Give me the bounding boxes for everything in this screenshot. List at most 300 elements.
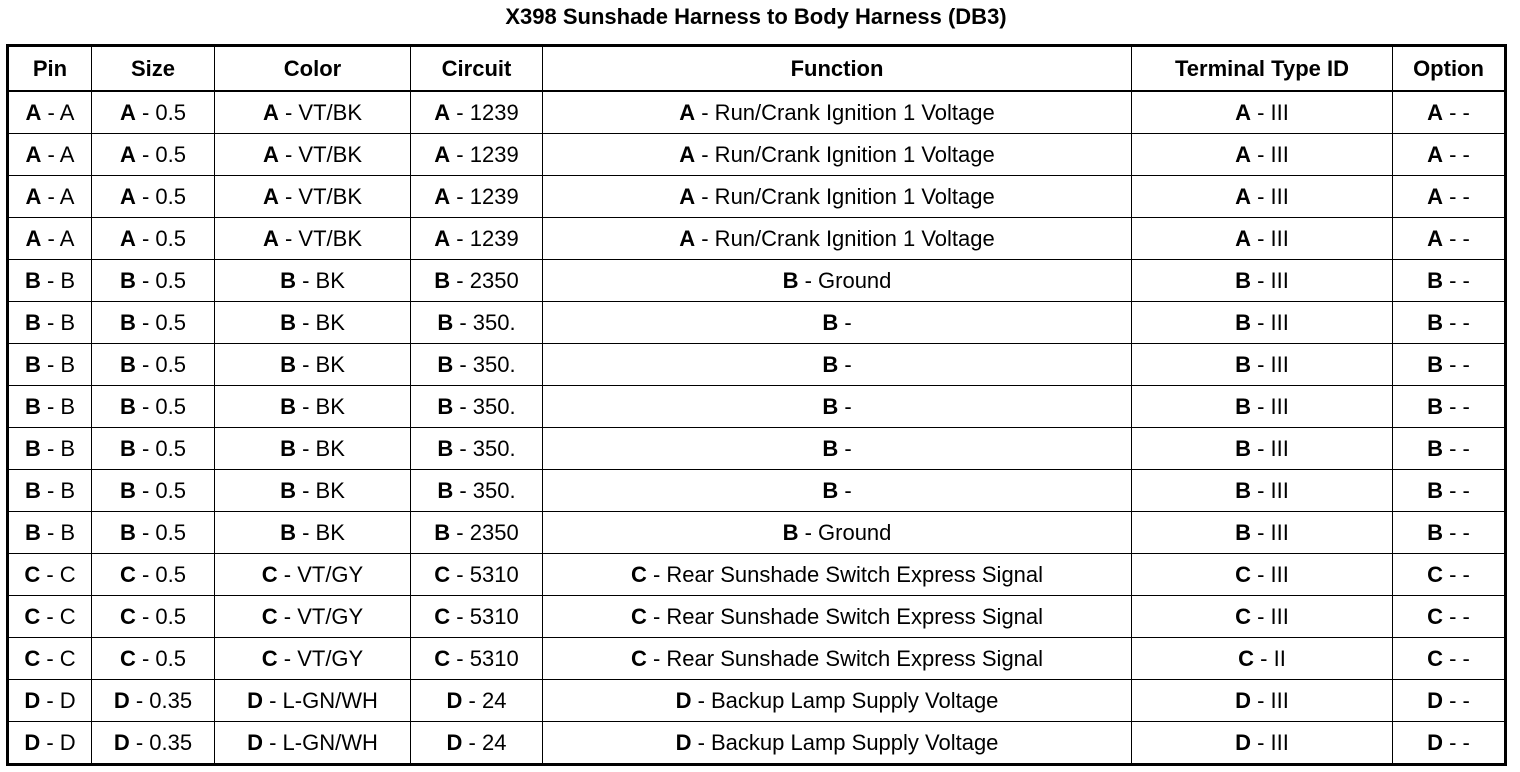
- cell-value: - 350.: [453, 477, 516, 503]
- cell-option: [1393, 680, 1506, 722]
- cell-value: - VT/GY: [277, 561, 364, 587]
- cell-letter: B: [1235, 393, 1251, 419]
- cell-letter: B: [434, 519, 451, 545]
- connector-table: [6, 44, 1507, 766]
- cell-value: - BK: [295, 435, 345, 461]
- table-row: [8, 260, 1506, 302]
- cell-value: - VT/BK: [278, 99, 362, 125]
- cell-circuit: [411, 680, 543, 722]
- cell-letter: B: [1235, 267, 1251, 293]
- cell-letter: A: [119, 141, 136, 167]
- cell-letter: C: [261, 645, 278, 671]
- table-row: [8, 512, 1506, 554]
- cell-letter: A: [434, 141, 451, 167]
- cell-value: - -: [1443, 351, 1470, 377]
- cell-letter: A: [262, 183, 279, 209]
- header-row: [8, 46, 1506, 92]
- cell-color: [215, 512, 411, 554]
- cell-function: [543, 596, 1132, 638]
- cell-letter: A: [1235, 225, 1251, 251]
- cell-color: [215, 722, 411, 765]
- cell-value: -: [838, 477, 852, 503]
- cell-color: [215, 386, 411, 428]
- cell-letter: B: [1427, 435, 1443, 461]
- cell-value: - VT/BK: [278, 141, 362, 167]
- cell-value: - 0.5: [135, 309, 187, 335]
- cell-circuit: [411, 722, 543, 765]
- cell-value: - Run/Crank Ignition 1 Voltage: [695, 99, 995, 125]
- table-row: [8, 218, 1506, 260]
- cell-value: - VT/GY: [277, 645, 364, 671]
- cell-letter: A: [262, 141, 279, 167]
- table-row: [8, 134, 1506, 176]
- cell-circuit: [411, 428, 543, 470]
- cell-letter: C: [261, 603, 278, 629]
- cell-function: [543, 134, 1132, 176]
- cell-terminal-type-id: [1132, 470, 1393, 512]
- cell-value: - -: [1443, 183, 1470, 209]
- column-header-option: Option: [1393, 46, 1506, 92]
- cell-option: [1393, 470, 1506, 512]
- cell-value: - B: [40, 519, 76, 545]
- cell-function: [543, 260, 1132, 302]
- cell-pin: [8, 554, 92, 596]
- cell-circuit: [411, 91, 543, 134]
- cell-letter: B: [437, 435, 454, 461]
- cell-letter: D: [1427, 687, 1443, 713]
- cell-letter: C: [24, 603, 41, 629]
- cell-value: - B: [40, 477, 76, 503]
- cell-letter: C: [1235, 603, 1251, 629]
- cell-letter: A: [119, 99, 136, 125]
- cell-value: - III: [1251, 729, 1289, 755]
- cell-letter: A: [679, 183, 696, 209]
- cell-value: - 0.5: [135, 603, 187, 629]
- cell-function: [543, 722, 1132, 765]
- column-header-function: Function: [543, 46, 1132, 92]
- cell-value: - L-GN/WH: [263, 729, 378, 755]
- cell-value: - BK: [295, 267, 345, 293]
- cell-value: - III: [1251, 477, 1289, 503]
- cell-circuit: [411, 386, 543, 428]
- cell-value: - II: [1254, 645, 1286, 671]
- cell-pin: [8, 260, 92, 302]
- cell-value: - A: [41, 141, 75, 167]
- cell-letter: B: [1427, 267, 1443, 293]
- cell-value: - Backup Lamp Supply Voltage: [691, 729, 999, 755]
- cell-letter: A: [434, 99, 451, 125]
- cell-color: [215, 302, 411, 344]
- cell-letter: B: [280, 477, 296, 503]
- cell-terminal-type-id: [1132, 302, 1393, 344]
- cell-circuit: [411, 554, 543, 596]
- cell-value: - -: [1443, 225, 1470, 251]
- cell-value: - Run/Crank Ignition 1 Voltage: [695, 183, 995, 209]
- cell-value: - C: [40, 645, 76, 671]
- cell-terminal-type-id: [1132, 680, 1393, 722]
- cell-pin: [8, 386, 92, 428]
- cell-terminal-type-id: [1132, 91, 1393, 134]
- cell-option: [1393, 218, 1506, 260]
- cell-color: [215, 260, 411, 302]
- cell-letter: B: [24, 267, 41, 293]
- cell-letter: D: [247, 687, 263, 713]
- cell-value: - 0.5: [135, 435, 187, 461]
- cell-pin: [8, 638, 92, 680]
- cell-value: - -: [1443, 267, 1470, 293]
- cell-value: - C: [40, 603, 76, 629]
- cell-value: - III: [1251, 99, 1289, 125]
- cell-pin: [8, 596, 92, 638]
- table-row: [8, 596, 1506, 638]
- table-row: [8, 344, 1506, 386]
- cell-letter: D: [1235, 729, 1251, 755]
- cell-value: - -: [1443, 309, 1470, 335]
- cell-letter: B: [437, 309, 454, 335]
- cell-circuit: [411, 302, 543, 344]
- cell-value: - Run/Crank Ignition 1 Voltage: [695, 141, 995, 167]
- table-row: [8, 91, 1506, 134]
- cell-circuit: [411, 512, 543, 554]
- cell-value: - -: [1443, 519, 1470, 545]
- cell-letter: B: [280, 351, 296, 377]
- cell-letter: C: [261, 561, 278, 587]
- cell-function: [543, 344, 1132, 386]
- cell-value: - Rear Sunshade Switch Express Signal: [646, 603, 1044, 629]
- cell-circuit: [411, 638, 543, 680]
- cell-value: - 1239: [450, 141, 519, 167]
- cell-function: [543, 428, 1132, 470]
- cell-function: [543, 176, 1132, 218]
- cell-terminal-type-id: [1132, 596, 1393, 638]
- table-title: X398 Sunshade Harness to Body Harness (DB3): [505, 4, 1007, 29]
- cell-terminal-type-id: [1132, 428, 1393, 470]
- cell-terminal-type-id: [1132, 554, 1393, 596]
- column-header-terminal-type-id: Terminal Type ID: [1132, 46, 1393, 92]
- cell-circuit: [411, 176, 543, 218]
- table-row: [8, 680, 1506, 722]
- cell-function: [543, 91, 1132, 134]
- cell-color: [215, 344, 411, 386]
- cell-value: - III: [1251, 561, 1289, 587]
- cell-letter: B: [24, 477, 41, 503]
- cell-value: - 24: [462, 687, 507, 713]
- cell-value: - -: [1443, 99, 1470, 125]
- cell-pin: [8, 428, 92, 470]
- cell-letter: B: [119, 477, 136, 503]
- cell-terminal-type-id: [1132, 176, 1393, 218]
- cell-terminal-type-id: [1132, 218, 1393, 260]
- cell-size: [92, 722, 215, 765]
- cell-letter: B: [119, 519, 136, 545]
- cell-letter: C: [119, 561, 136, 587]
- cell-value: - III: [1251, 393, 1289, 419]
- cell-letter: B: [280, 519, 296, 545]
- cell-value: - 350.: [453, 393, 516, 419]
- cell-function: [543, 386, 1132, 428]
- cell-value: - D: [40, 729, 76, 755]
- cell-size: [92, 512, 215, 554]
- cell-value: - -: [1443, 477, 1470, 503]
- cell-size: [92, 428, 215, 470]
- cell-circuit: [411, 344, 543, 386]
- cell-color: [215, 554, 411, 596]
- cell-value: - Backup Lamp Supply Voltage: [691, 687, 999, 713]
- cell-pin: [8, 512, 92, 554]
- cell-letter: A: [1235, 99, 1251, 125]
- cell-letter: B: [437, 477, 454, 503]
- cell-letter: D: [113, 687, 130, 713]
- cell-letter: C: [434, 645, 451, 671]
- cell-letter: A: [262, 99, 279, 125]
- cell-size: [92, 638, 215, 680]
- cell-value: - -: [1443, 141, 1470, 167]
- cell-letter: B: [280, 435, 296, 461]
- cell-value: - 0.5: [135, 225, 187, 251]
- cell-circuit: [411, 260, 543, 302]
- cell-option: [1393, 428, 1506, 470]
- cell-value: - -: [1443, 393, 1470, 419]
- cell-pin: [8, 91, 92, 134]
- cell-circuit: [411, 596, 543, 638]
- cell-value: - 1239: [450, 183, 519, 209]
- cell-terminal-type-id: [1132, 344, 1393, 386]
- cell-value: - D: [40, 687, 76, 713]
- cell-letter: B: [1235, 309, 1251, 335]
- cell-value: -: [838, 435, 852, 461]
- cell-value: - Run/Crank Ignition 1 Voltage: [695, 225, 995, 251]
- cell-letter: C: [630, 561, 647, 587]
- cell-pin: [8, 176, 92, 218]
- table-row: [8, 428, 1506, 470]
- cell-letter: A: [119, 225, 136, 251]
- cell-letter: D: [675, 687, 692, 713]
- cell-value: - 350.: [453, 435, 516, 461]
- cell-value: - 0.5: [135, 99, 187, 125]
- cell-letter: B: [1427, 309, 1443, 335]
- cell-size: [92, 470, 215, 512]
- cell-letter: B: [119, 351, 136, 377]
- cell-letter: B: [119, 393, 136, 419]
- cell-option: [1393, 722, 1506, 765]
- column-header-color: Color: [215, 46, 411, 92]
- cell-pin: [8, 680, 92, 722]
- cell-option: [1393, 344, 1506, 386]
- cell-letter: C: [434, 603, 451, 629]
- cell-value: - 24: [462, 729, 507, 755]
- cell-letter: C: [24, 645, 41, 671]
- cell-letter: B: [24, 309, 41, 335]
- cell-letter: B: [822, 309, 839, 335]
- cell-size: [92, 91, 215, 134]
- cell-value: - 0.5: [135, 477, 187, 503]
- cell-letter: B: [1235, 351, 1251, 377]
- cell-letter: B: [119, 435, 136, 461]
- table-row: [8, 176, 1506, 218]
- cell-terminal-type-id: [1132, 386, 1393, 428]
- cell-letter: D: [113, 729, 130, 755]
- cell-letter: A: [1427, 225, 1443, 251]
- cell-letter: B: [822, 435, 839, 461]
- cell-value: - -: [1443, 435, 1470, 461]
- cell-value: - 0.5: [135, 561, 187, 587]
- cell-function: [543, 638, 1132, 680]
- cell-size: [92, 554, 215, 596]
- cell-value: - III: [1251, 141, 1289, 167]
- table-row: [8, 638, 1506, 680]
- cell-function: [543, 218, 1132, 260]
- table-row: [8, 470, 1506, 512]
- cell-letter: A: [679, 225, 696, 251]
- cell-value: - BK: [295, 519, 345, 545]
- cell-letter: A: [434, 225, 451, 251]
- cell-letter: C: [24, 561, 41, 587]
- cell-letter: A: [119, 183, 136, 209]
- cell-letter: B: [24, 435, 41, 461]
- column-header-circuit: Circuit: [411, 46, 543, 92]
- cell-option: [1393, 596, 1506, 638]
- cell-pin: [8, 722, 92, 765]
- cell-value: - VT/BK: [278, 183, 362, 209]
- cell-value: - 0.5: [135, 351, 187, 377]
- cell-value: - III: [1251, 687, 1289, 713]
- cell-circuit: [411, 134, 543, 176]
- cell-function: [543, 554, 1132, 596]
- cell-option: [1393, 386, 1506, 428]
- cell-letter: C: [630, 645, 647, 671]
- cell-letter: B: [822, 477, 839, 503]
- table-body: [8, 91, 1506, 765]
- cell-option: [1393, 176, 1506, 218]
- cell-letter: B: [280, 267, 296, 293]
- cell-value: - 5310: [450, 603, 519, 629]
- cell-value: - III: [1251, 225, 1289, 251]
- cell-letter: C: [1427, 561, 1443, 587]
- cell-value: - 0.35: [129, 729, 193, 755]
- cell-letter: D: [24, 687, 41, 713]
- cell-letter: C: [1427, 645, 1443, 671]
- cell-size: [92, 302, 215, 344]
- cell-value: - 0.5: [135, 645, 187, 671]
- cell-letter: B: [1235, 477, 1251, 503]
- cell-letter: D: [446, 729, 463, 755]
- cell-letter: A: [25, 99, 42, 125]
- cell-color: [215, 134, 411, 176]
- cell-value: - A: [41, 183, 75, 209]
- cell-value: - III: [1251, 351, 1289, 377]
- cell-letter: A: [1427, 99, 1443, 125]
- cell-size: [92, 260, 215, 302]
- cell-letter: A: [262, 225, 279, 251]
- cell-letter: C: [119, 645, 136, 671]
- cell-letter: A: [1427, 183, 1443, 209]
- cell-letter: D: [675, 729, 692, 755]
- cell-size: [92, 680, 215, 722]
- cell-letter: B: [280, 393, 296, 419]
- cell-letter: A: [434, 183, 451, 209]
- cell-value: - B: [40, 351, 76, 377]
- cell-option: [1393, 554, 1506, 596]
- cell-letter: B: [782, 519, 799, 545]
- cell-letter: B: [1427, 393, 1443, 419]
- cell-value: - BK: [295, 393, 345, 419]
- cell-letter: B: [1427, 351, 1443, 377]
- cell-pin: [8, 218, 92, 260]
- cell-value: - 0.5: [135, 519, 187, 545]
- cell-size: [92, 344, 215, 386]
- cell-letter: A: [679, 99, 696, 125]
- cell-terminal-type-id: [1132, 638, 1393, 680]
- cell-value: - III: [1251, 519, 1289, 545]
- cell-option: [1393, 134, 1506, 176]
- cell-option: [1393, 512, 1506, 554]
- table-row: [8, 302, 1506, 344]
- cell-letter: A: [1427, 141, 1443, 167]
- cell-value: - 2350: [450, 267, 519, 293]
- cell-value: - A: [41, 225, 75, 251]
- cell-terminal-type-id: [1132, 722, 1393, 765]
- cell-letter: A: [25, 141, 42, 167]
- cell-value: - BK: [295, 477, 345, 503]
- cell-value: - III: [1251, 183, 1289, 209]
- cell-value: - 1239: [450, 99, 519, 125]
- cell-value: - 0.5: [135, 393, 187, 419]
- cell-letter: D: [1235, 687, 1251, 713]
- cell-letter: C: [1235, 561, 1251, 587]
- cell-value: - Rear Sunshade Switch Express Signal: [646, 645, 1044, 671]
- cell-letter: A: [1235, 141, 1251, 167]
- cell-letter: C: [1427, 603, 1443, 629]
- cell-letter: B: [24, 519, 41, 545]
- cell-letter: C: [1238, 645, 1255, 671]
- cell-letter: B: [1427, 519, 1443, 545]
- cell-value: - 0.35: [129, 687, 193, 713]
- cell-letter: B: [782, 267, 799, 293]
- cell-pin: [8, 134, 92, 176]
- cell-value: - B: [40, 393, 76, 419]
- cell-value: - B: [40, 435, 76, 461]
- cell-letter: B: [822, 351, 839, 377]
- cell-letter: B: [434, 267, 451, 293]
- cell-value: - -: [1443, 645, 1470, 671]
- cell-value: - BK: [295, 309, 345, 335]
- cell-option: [1393, 638, 1506, 680]
- cell-value: - VT/BK: [278, 225, 362, 251]
- cell-value: - -: [1443, 603, 1470, 629]
- cell-value: -: [838, 351, 852, 377]
- cell-value: - Ground: [798, 519, 892, 545]
- cell-function: [543, 302, 1132, 344]
- cell-function: [543, 470, 1132, 512]
- cell-letter: C: [119, 603, 136, 629]
- cell-letter: B: [24, 351, 41, 377]
- cell-option: [1393, 260, 1506, 302]
- cell-value: - III: [1251, 435, 1289, 461]
- cell-letter: D: [24, 729, 41, 755]
- cell-value: - VT/GY: [277, 603, 364, 629]
- cell-value: - -: [1443, 687, 1470, 713]
- cell-value: - -: [1443, 729, 1470, 755]
- cell-value: - -: [1443, 561, 1470, 587]
- cell-pin: [8, 302, 92, 344]
- cell-size: [92, 218, 215, 260]
- cell-value: - 0.5: [135, 141, 187, 167]
- cell-terminal-type-id: [1132, 260, 1393, 302]
- cell-letter: B: [437, 351, 454, 377]
- cell-option: [1393, 302, 1506, 344]
- cell-value: - 350.: [453, 351, 516, 377]
- cell-size: [92, 386, 215, 428]
